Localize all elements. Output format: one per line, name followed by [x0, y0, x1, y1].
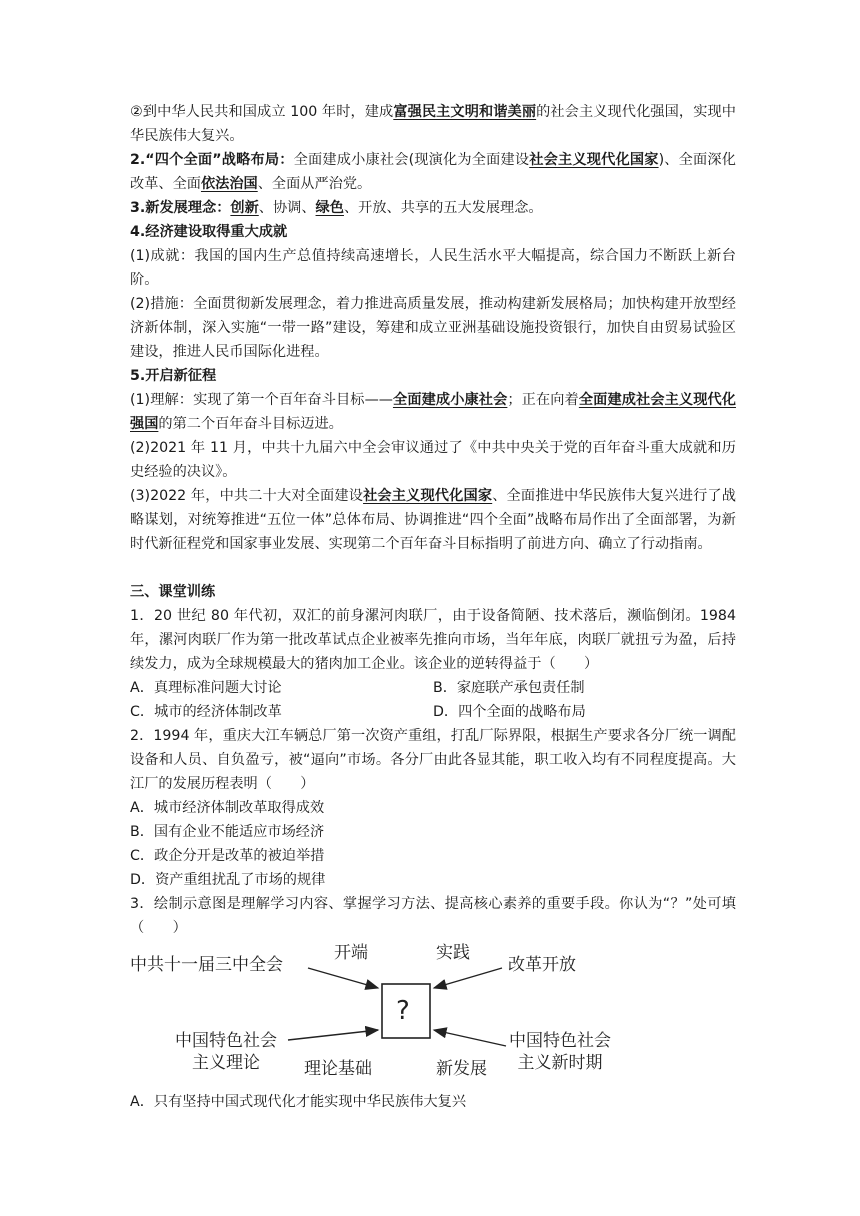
arrow-top-right	[434, 968, 502, 988]
key-term: 绿色	[315, 200, 344, 216]
arrow-label-practice: 实践	[436, 943, 470, 963]
key-term: 社会主义现代化国家	[529, 152, 659, 168]
document-page	[130, 100, 736, 1114]
text: 、开放、共享的五大发展理念。	[343, 200, 543, 216]
text: ②到中华人民共和国成立 100 年时，建成	[130, 104, 394, 120]
key-term: 依法治国	[200, 176, 258, 192]
key-term: 创新	[230, 200, 259, 216]
option-B[interactable]: B．家庭联产承包责任制	[433, 680, 585, 696]
text: ；正在向着	[507, 392, 579, 408]
key-term: 社会主义现代化国家	[363, 488, 493, 504]
text: 全面建成小康社会(现演化为全面建设	[293, 152, 530, 168]
text: 、协调、	[258, 200, 316, 216]
option-C[interactable]: C．政企分开是改革的被迫举措	[130, 848, 325, 864]
arrow-label-start: 开端	[334, 943, 368, 963]
text: 的第二个百年奋斗目标迈进。	[158, 416, 343, 432]
node-socialist-theory	[166, 1030, 286, 1074]
paragraph-development-concepts	[130, 196, 736, 220]
paragraph-achievements: (1)成就：我国的国内生产总值持续高速增长，人民生活水平大幅提高，综合国力不断跃上新台阶。	[130, 248, 736, 288]
text: (3)2022 年，中共二十大对全面建设	[130, 488, 364, 504]
option-B[interactable]: B．国有企业不能适应市场经济	[130, 824, 325, 840]
arrow-bottom-right	[434, 1030, 506, 1046]
heading-5: 5.开启新征程	[130, 368, 217, 384]
text: 的社会主义现代化强国，实现中华民族伟大复兴。	[130, 104, 736, 144]
option-D[interactable]: D．资产重组扰乱了市场的规律	[130, 872, 326, 888]
arrow-top-left	[308, 968, 378, 988]
question-1-options-row-2	[130, 700, 736, 724]
key-term: 全面建成小康社会	[392, 392, 508, 408]
center-question-mark: ?	[396, 996, 410, 1026]
option-C[interactable]: C．城市的经济体制改革	[130, 704, 282, 720]
text: 、全面推进中华民族伟大复兴进行了战略谋划，对统筹推进“五位一体”总体布局、协调推进“四个全面”战略布局作出了全面部署，为新时代新征程党和国家事业发展、实现第二个百年奋斗目标指明了前进方向、确立了行动指南。	[130, 488, 736, 552]
text: (1)理解：实现了第一个百年奋斗目标——	[130, 392, 393, 408]
question-1-stem: 1．20 世纪 80 年代初，双汇的前身漯河肉联厂，由于设备简陋、技术落后，濒临倒闭。1984 年，漯河肉联厂作为第一批改革试点企业被率先推向市场，当年年底，肉联厂就扭亏为盈，后持续发力，成为全球规模最大的猪肉加工企业。该企业的逆转得益于（ ）	[130, 608, 736, 672]
arrow-label-new-development: 新发展	[436, 1059, 487, 1079]
text: )、全面深化改革、全面	[130, 152, 736, 192]
heading-2: 2.“四个全面”战略布局：	[130, 152, 294, 168]
node-socialist-new-era	[500, 1030, 620, 1074]
option-A[interactable]: A．城市经济体制改革取得成效	[130, 800, 325, 816]
paragraph-2022-congress	[130, 484, 736, 556]
option-A[interactable]: A．真理标准问题大讨论	[130, 680, 282, 696]
question-2-stem: 2．1994 年，重庆大江车辆总厂第一次资产重组，打乱厂际界限，根据生产要求各分厂统一调配设备和人员、自负盈亏，被“逼向”市场。各分厂由此各显其能，职工收入均有不同程度提高。大江厂的发展历程表明（ ）	[130, 728, 736, 792]
reform-diagram	[130, 942, 620, 1090]
heading-3: 3.新发展理念：	[130, 200, 231, 216]
question-3-stem: 3．绘制示意图是理解学习内容、掌握学习方法、提高核心素养的重要手段。你认为“？”处可填（ ）	[130, 896, 736, 936]
spacer	[130, 556, 736, 580]
text: 、全面从严治党。	[257, 176, 372, 192]
node-reform-opening: 改革开放	[508, 955, 576, 975]
paragraph-understanding	[130, 388, 736, 436]
paragraph-four-comprehensives	[130, 148, 736, 196]
arrow-label-theory-basis: 理论基础	[304, 1059, 372, 1079]
paragraph-2021-plenum: (2)2021 年 11 月，中共十九届六中全会审议通过了《中共中央关于党的百年奋斗重大成就和历史经验的决议》。	[130, 440, 736, 480]
heading-4: 4.经济建设取得重大成就	[130, 224, 288, 240]
question-1-options-row-1	[130, 676, 736, 700]
option-A[interactable]: A．只有坚持中国式现代化才能实现中华民族伟大复兴	[130, 1094, 467, 1110]
node-line: 主义理论	[192, 1053, 260, 1073]
node-line: 中国特色社会	[175, 1031, 277, 1051]
node-line: 主义新时期	[517, 1053, 603, 1073]
section-title-classroom-training: 三、课堂训练	[130, 584, 216, 600]
paragraph-measures: (2)措施：全面贯彻新发展理念，着力推进高质量发展，推动构建新发展格局；加快构建开放型经济新体制，深入实施“一带一路”建设，筹建和成立亚洲基础设施投资银行，加快自由贸易试验区建设，推进人民币国际化进程。	[130, 296, 736, 360]
arrow-bottom-left	[288, 1030, 378, 1040]
option-D[interactable]: D．四个全面的战略布局	[433, 704, 586, 720]
node-line: 中国特色社会	[509, 1031, 611, 1051]
key-term: 全面建成社会主义现代化强国	[130, 392, 736, 432]
node-third-plenum: 中共十一届三中全会	[130, 955, 283, 975]
key-term: 富强民主文明和谐美丽	[393, 104, 537, 120]
paragraph-goal-2	[130, 100, 736, 148]
